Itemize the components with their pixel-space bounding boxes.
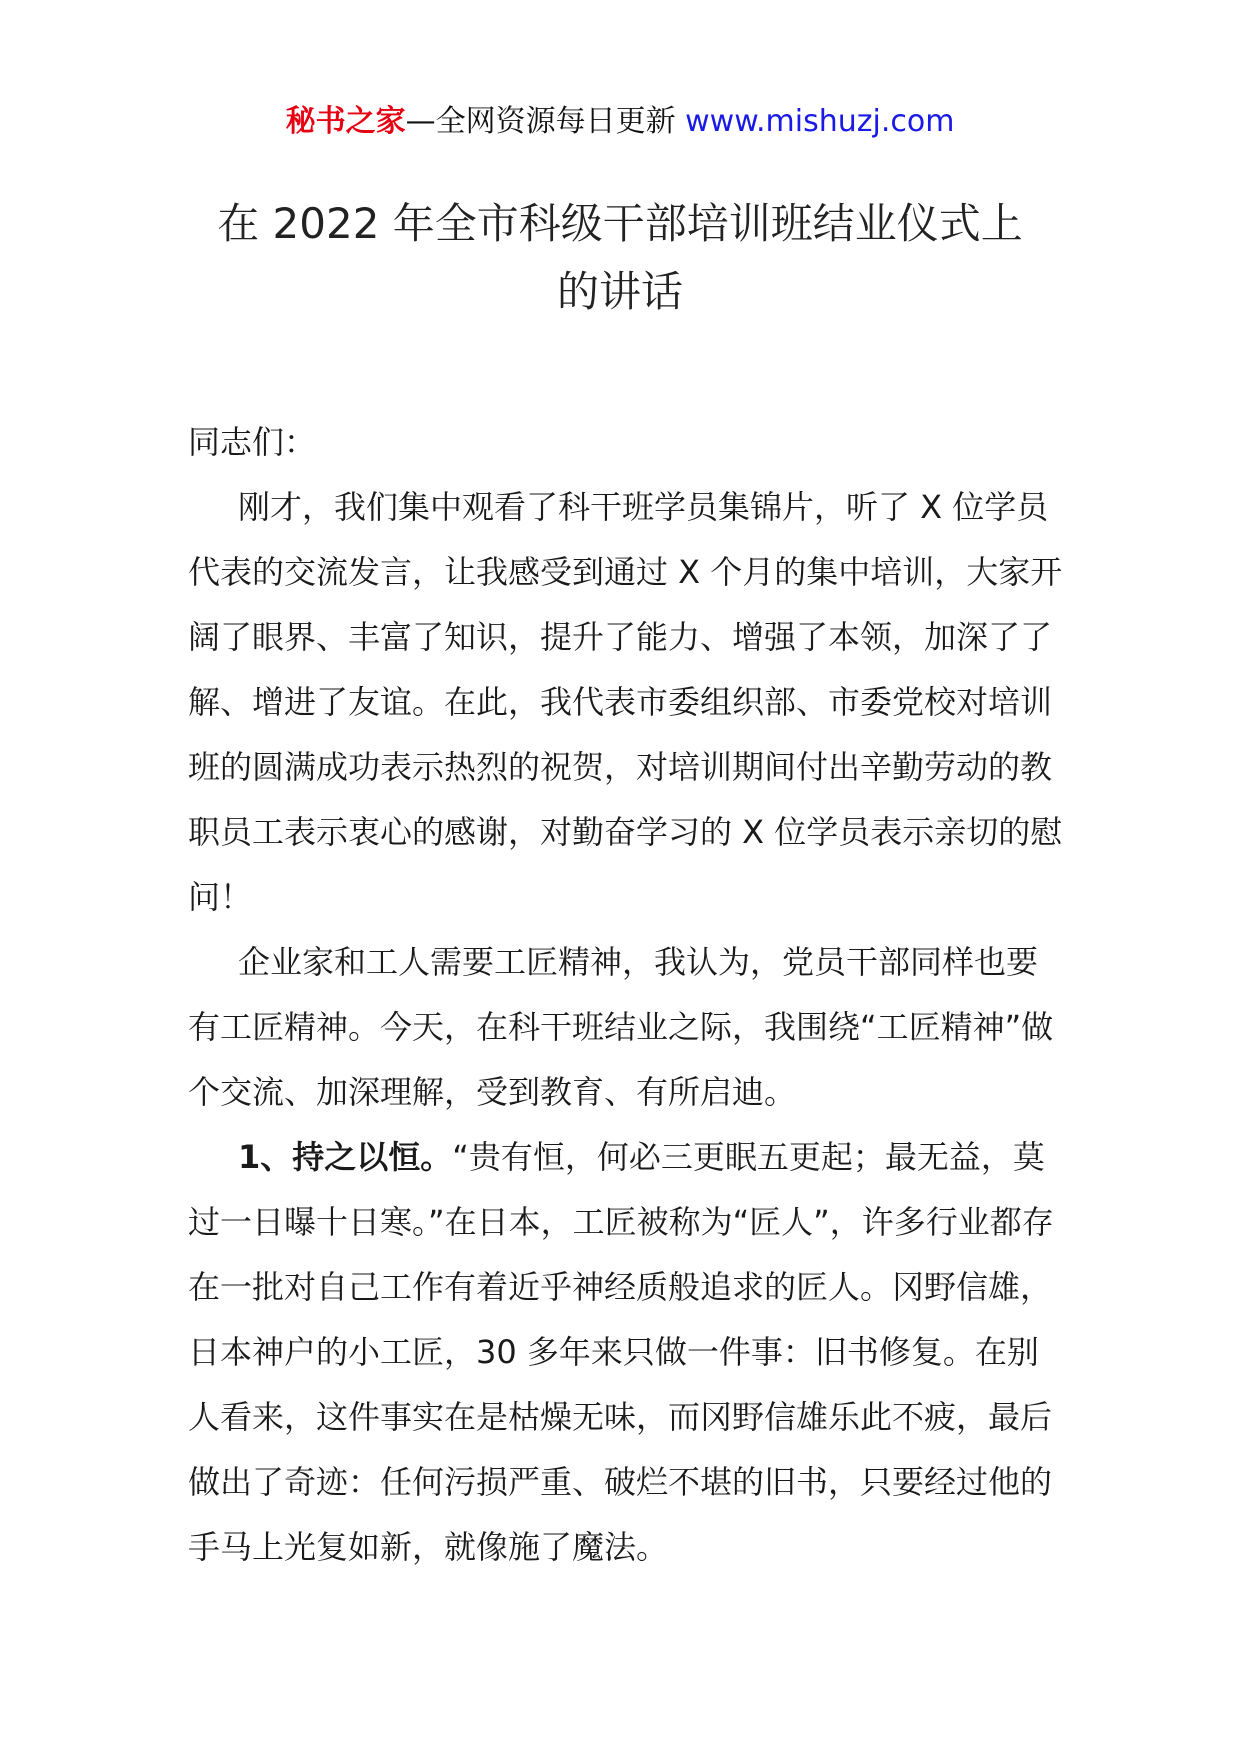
document-body (188, 410, 1068, 1580)
document-title-line-2: 的讲话 (556, 267, 683, 316)
site-header (0, 100, 1240, 144)
site-brand: 秘书之家 (285, 104, 406, 139)
section-1-text: “贵有恒，何必三更眠五更起；最无益，莫过一日曝十日寒。”在日本，工匠被称为“匠人”，许多行业都存在一批对自己工作有着近乎神经质般追求的匠人。冈野信雄，日本神户的小工匠，30 多年来只做一件事：旧书修复。在别人看来，这件事实在是枯燥无味，而冈野信雄乐此不疲，最后做出了奇迹：任何污损严重、破烂不堪的旧书，只要经过他的手马上光复如新，就像施了魔法。 (188, 1138, 1054, 1566)
document-title-line-1: 在 2022 年全市科级干部培训班结业仪式上 (217, 199, 1023, 248)
paragraph-opening: 刚才，我们集中观看了科干班学员集锦片，听了 X 位学员代表的交流发言，让我感受到通过 X 个月的集中培训，大家开阔了眼界、丰富了知识，提升了能力、增强了本领，加深了了解、增进了友谊。在此，我代表市委组织部、市委党校对培训班的圆满成功表示热烈的祝贺，对培训期间付出辛勤劳动的教职员工表示衷心的感谢，对勤奋学习的 X 位学员表示亲切的慰问！ (188, 488, 1063, 916)
section-1-heading: 1、持之以恒。 (238, 1138, 453, 1176)
site-url-link[interactable]: www.mishuzj.com (685, 104, 955, 139)
site-slogan: —全网资源每日更新 (405, 104, 686, 139)
document-title (180, 190, 1060, 326)
salutation: 同志们： (188, 423, 317, 461)
paragraph-craftsman-spirit: 企业家和工人需要工匠精神，我认为，党员干部同样也要有工匠精神。今天，在科干班结业之际，我围绕“工匠精神”做个交流、加深理解，受到教育、有所启迪。 (188, 943, 1054, 1111)
paragraph-section-1 (188, 1125, 1068, 1580)
